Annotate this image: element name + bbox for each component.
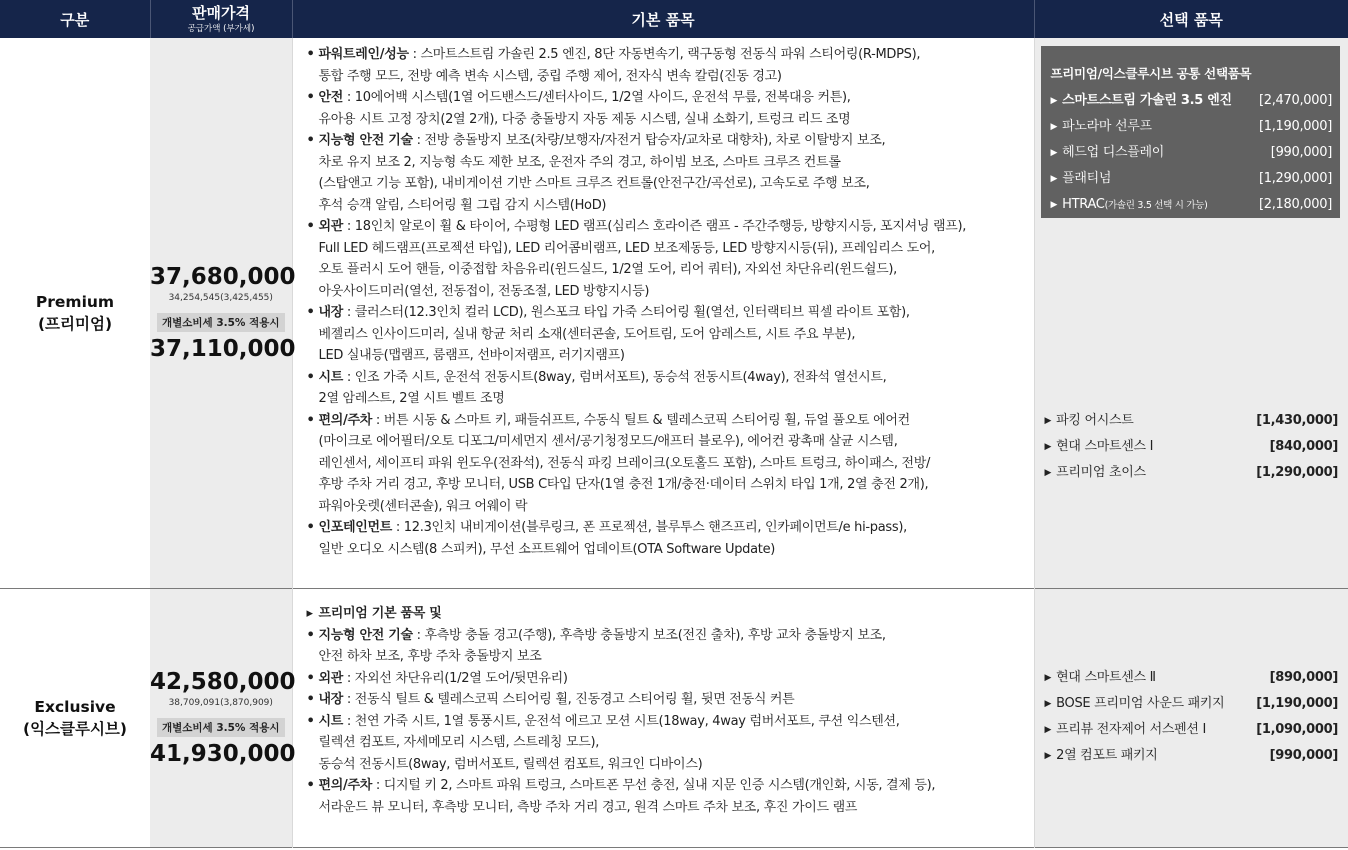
option-price: [990,000]: [1270, 145, 1332, 160]
price-tax-value: 37,110,000: [150, 335, 296, 362]
bullet-icon: •: [306, 520, 315, 535]
option-name-wrap: [1045, 691, 1225, 717]
feature-category: 시트: [318, 369, 344, 385]
option-item: [1051, 88, 1333, 114]
option-note: (가솔린 3.5 선택 시 가능): [1104, 200, 1208, 211]
option-item: [1051, 140, 1333, 166]
option-item: [1051, 166, 1333, 192]
feature-text-line: Full LED 헤드램프(프로젝션 타입), LED 리어콤비램프, LED 보조제동등, LED 방향지시등(뒤), 프레임리스 도어,: [318, 240, 935, 256]
feature-text-line: 파워아웃렛(센터콘솔), 워크 어웨이 락: [318, 498, 528, 514]
feature-item: [307, 711, 1026, 776]
option-item: [1051, 192, 1333, 219]
bullet-icon: •: [306, 670, 315, 686]
arrow-right-icon: ▶: [1050, 148, 1058, 158]
arrow-right-icon: ▸: [306, 606, 313, 621]
feature-item: [307, 775, 1026, 818]
feature-list: [293, 38, 1034, 560]
option-name-wrap: [1045, 434, 1154, 460]
option-name: 프리뷰 전자제어 서스펜션 Ⅰ: [1056, 722, 1206, 737]
trim-name-kr: (프리미엄): [37, 315, 113, 333]
option-price: [1,190,000]: [1256, 696, 1338, 711]
option-name-wrap: [1045, 460, 1146, 486]
feature-text-line: 레인센서, 세이프티 파워 윈도우(전좌석), 전동식 파킹 브레이크(오토홀드 포함), 스마트 트렁크, 하이패스, 전방/: [318, 455, 931, 471]
feature-text-line: (마이크로 에어필터/오토 디포그/미세먼지 센서/공기청정모드/애프터 블로우), 에어컨 광촉매 살균 시스템,: [318, 434, 898, 449]
feature-text-line: LED 실내등(맵램프, 룸램프, 선바이저램프, 러기지램프): [318, 348, 625, 363]
common-options-box: [1041, 46, 1341, 218]
price-cell: [150, 38, 296, 589]
option-item: [1045, 460, 1339, 486]
arrow-right-icon: ▶: [1044, 416, 1052, 426]
bullet-icon: •: [306, 133, 315, 148]
feature-item: [307, 410, 1026, 518]
bullet-icon: •: [306, 305, 315, 320]
option-item: [1045, 434, 1339, 460]
feature-category: 외관: [318, 670, 344, 686]
basic-features-cell: [292, 38, 1034, 589]
feature-item: [307, 216, 1026, 302]
options-cell: [1034, 38, 1348, 589]
options-list: [1035, 665, 1348, 769]
feature-item: [307, 517, 1026, 560]
feature-text-line: 동승석 전동시트(8way, 럼버서포트, 릴렉션 컴포트, 워크인 디바이스): [318, 756, 703, 772]
feature-category: 파워트레인/성능: [318, 47, 409, 62]
feature-category: 내장: [318, 692, 344, 707]
feature-text-line: 오토 플러시 도어 핸들, 이중접합 차음유리(윈드실드, 1/2열 도어, 리어 쿼터), 자외선 차단유리(윈드쉴드),: [318, 262, 897, 277]
feature-text: : 10에어백 시스템(1열 어드밴스드/센터사이드, 1/2열 사이드, 운전석 무릎, 전복대응 커튼),: [343, 90, 851, 105]
header-price-main: 판매가격: [192, 3, 250, 22]
table-row-premium: [0, 38, 1348, 589]
bullet-icon: •: [306, 369, 315, 385]
arrow-right-icon: ▶: [1044, 468, 1052, 478]
feature-text-line: 통합 주행 모드, 전방 예측 변속 시스템, 중립 주행 제어, 전자식 변속 칼럼(진동 경고): [318, 68, 782, 84]
tax-label: 개별소비세 3.5% 적용시: [157, 313, 285, 332]
feature-category: 지능형 안전 기술: [318, 133, 413, 148]
option-name-wrap: [1045, 743, 1158, 769]
feature-category: 외관: [318, 219, 344, 234]
option-price: [2,470,000]: [1258, 93, 1332, 108]
option-price: [840,000]: [1269, 439, 1338, 454]
option-name-wrap: [1051, 114, 1152, 140]
table-row-exclusive: [0, 589, 1348, 848]
feature-category: 편의/주차: [318, 412, 372, 428]
feature-text: : 자외선 차단유리(1/2열 도어/뒷면유리): [343, 670, 568, 686]
arrow-right-icon: ▶: [1044, 442, 1052, 452]
option-name-wrap: [1045, 408, 1134, 434]
feature-text: : 디지털 키 2, 스마트 파워 트렁크, 스마트폰 무선 충전, 실내 지문 인증 시스템(개인화, 시동, 결제 등),: [371, 778, 936, 793]
arrow-right-icon: ▶: [1050, 174, 1058, 184]
price-tax-value: 41,930,000: [150, 740, 296, 767]
price-value: 37,680,000: [150, 263, 296, 290]
bullet-icon: •: [306, 778, 315, 793]
common-options-title: 프리미엄/익스클루시브 공통 선택품목: [1050, 66, 1252, 81]
bullet-icon: •: [306, 692, 315, 707]
arrow-right-icon: ▶: [1050, 96, 1058, 106]
feature-text-line: 2열 암레스트, 2열 시트 벨트 조명: [318, 391, 505, 406]
feature-text-line: 일반 오디오 시스템(8 스피커), 무선 소프트웨어 업데이트(OTA Software Update): [318, 541, 776, 557]
option-item: [1045, 717, 1339, 743]
bullet-icon: •: [306, 90, 315, 105]
feature-text-line: 베젤리스 인사이드미러, 실내 항균 처리 소재(센터콘솔, 도어트림, 도어 암레스트, 시트 주요 부분),: [318, 326, 856, 342]
option-price: [1,430,000]: [1256, 413, 1338, 428]
trim-name-kr: (익스클루시브): [22, 720, 127, 738]
feature-text-line: 서라운드 뷰 모니터, 후측방 모니터, 측방 주차 거리 경고, 원격 스마트 주차 보조, 후진 가이드 램프: [318, 799, 858, 815]
header-trim: 구분: [0, 0, 150, 38]
feature-category: 편의/주차: [318, 778, 372, 793]
feature-item: [307, 689, 1026, 711]
feature-category: 안전: [318, 90, 344, 105]
feature-text-line: 후석 승객 알림, 스티어링 휠 그립 감지 시스템(HoD): [318, 197, 607, 213]
feature-text-line: 아웃사이드미러(열선, 전동접이, 전동조절, LED 방향지시등): [318, 283, 650, 299]
arrow-right-icon: ▶: [1044, 699, 1052, 709]
feature-text: : 후측방 충돌 경고(주행), 후측방 충돌방지 보조(전진 출차), 후방 교차 충돌방지 보조,: [412, 627, 886, 643]
option-name: 스마트스트림 가솔린 3.5 엔진: [1062, 93, 1232, 108]
feature-list: [293, 589, 1034, 625]
option-item: [1045, 743, 1339, 769]
feature-item: [307, 302, 1026, 367]
option-price: [2,180,000]: [1258, 197, 1332, 212]
option-item: [1045, 691, 1339, 717]
feature-category: 시트: [318, 713, 344, 729]
feature-list-2: [293, 625, 1034, 819]
feature-text-line: 릴렉션 컴포트, 자세메모리 시스템, 스트레칭 모드),: [318, 735, 600, 750]
bullet-icon: •: [306, 219, 315, 234]
arrow-right-icon: ▶: [1050, 200, 1058, 210]
price-supply: 34,254,545(3,425,455): [168, 292, 273, 303]
feature-text: : 12.3인치 내비게이션(블루링크, 폰 프로젝션, 블루투스 핸즈프리, 인카페이먼트/e hi-pass),: [392, 520, 907, 535]
price-value: 42,580,000: [150, 668, 296, 695]
option-price: [1,290,000]: [1258, 171, 1332, 186]
price-cell: [150, 589, 296, 848]
feature-category: 지능형 안전 기술: [318, 627, 413, 643]
option-item: [1045, 665, 1339, 691]
header-price-sub: 공급가액 (부가세): [187, 23, 255, 34]
feature-text: : 전동식 틸트 & 텔레스코픽 스티어링 휠, 진동경고 스티어링 휠, 뒷면 전동식 커튼: [343, 692, 795, 707]
common-options-list: [1051, 88, 1333, 219]
feature-text: : 클러스터(12.3인치 컬러 LCD), 원스포크 타입 가죽 스티어링 휠(열선, 인터랙티브 픽셀 라이트 포함),: [343, 305, 910, 320]
bullet-icon: •: [306, 47, 315, 62]
feature-item: [307, 87, 1026, 130]
arrow-right-icon: ▶: [1044, 725, 1052, 735]
feature-text: : 버튼 시동 & 스마트 키, 패들쉬프트, 수동식 틸트 & 텔레스코픽 스티어링 휠, 듀얼 풀오토 에어컨: [371, 412, 910, 428]
option-name: 현대 스마트센스 Ⅱ: [1056, 670, 1156, 685]
option-item: [1045, 408, 1339, 434]
feature-text-line: 안전 하차 보조, 후방 주차 충돌방지 보조: [318, 649, 542, 664]
option-price: [1,290,000]: [1256, 465, 1338, 480]
trim-name-en: Premium: [35, 293, 115, 311]
arrow-right-icon: ▶: [1044, 751, 1052, 761]
feature-text-line: (스탑앤고 기능 포함), 내비게이션 기반 스마트 크루즈 컨트롤(안전구간/곡선로), 고속도로 주행 보조,: [318, 176, 870, 191]
feature-pre: [307, 603, 1026, 625]
option-price: [1,190,000]: [1258, 119, 1332, 134]
option-name-wrap: [1051, 192, 1208, 219]
feature-text: : 천연 가죽 시트, 1열 통풍시트, 운전석 에르고 모션 시트(18way, 4way 럼버서포트, 쿠션 익스텐션,: [343, 713, 900, 729]
option-name: HTRAC: [1062, 197, 1105, 212]
feature-text-line: 유아용 시트 고정 장치(2열 2개), 다중 충돌방지 자동 제동 시스템, 실내 소화기, 트렁크 리드 조명: [318, 111, 851, 127]
option-name-wrap: [1051, 88, 1232, 114]
option-name: BOSE 프리미엄 사운드 패키지: [1056, 696, 1225, 711]
feature-pre-text: 프리미엄 기본 품목 및: [318, 606, 442, 621]
option-name: 헤드업 디스플레이: [1062, 145, 1165, 160]
feature-item: [307, 130, 1026, 216]
feature-category: 내장: [318, 305, 344, 320]
option-name: 파노라마 선루프: [1062, 119, 1152, 134]
feature-text-line: 후방 주차 거리 경고, 후방 모니터, USB C타입 단자(1열 충전 1개/충전·데이터 스위치 타입 1개, 2열 충전 2개),: [318, 477, 929, 492]
option-name-wrap: [1045, 665, 1156, 691]
option-name-wrap: [1045, 717, 1207, 743]
price-supply: 38,709,091(3,870,909): [168, 697, 273, 708]
basic-features-cell: [292, 589, 1034, 848]
feature-text-line: 차로 유지 보조 2, 지능형 속도 제한 보조, 운전자 주의 경고, 하이빔 보조, 스마트 크루즈 컨트롤: [318, 154, 841, 170]
options-list: [1035, 408, 1348, 486]
option-name: 2열 컴포트 패키지: [1056, 748, 1158, 763]
feature-text: : 전방 충돌방지 보조(차량/보행자/자전거 탑승자/교차로 대향차), 차로 이탈방지 보조,: [412, 133, 886, 148]
arrow-right-icon: ▶: [1044, 673, 1052, 683]
option-price: [1,090,000]: [1256, 722, 1338, 737]
options-cell: [1034, 589, 1348, 848]
feature-text: : 인조 가죽 시트, 운전석 전동시트(8way, 럼버서포트), 동승석 전동시트(4way), 전좌석 열선시트,: [343, 369, 887, 385]
option-name: 플래티넘: [1062, 171, 1112, 186]
feature-item: [307, 668, 1026, 690]
option-name: 파킹 어시스트: [1056, 413, 1134, 428]
trim-name-en: Exclusive: [34, 698, 116, 716]
feature-item: [307, 625, 1026, 668]
option-price: [990,000]: [1269, 748, 1338, 763]
feature-text: : 18인치 알로이 휠 & 타이어, 수평형 LED 램프(심리스 호라이즌 램프 - 주간주행등, 방향지시등, 포지셔닝 램프),: [343, 219, 967, 234]
feature-text: : 스마트스트림 가솔린 2.5 엔진, 8단 자동변속기, 랙구동형 전동식 파워 스티어링(R-MDPS),: [408, 47, 921, 62]
bullet-icon: •: [306, 412, 315, 428]
header-options: 선택 품목: [1034, 0, 1348, 38]
option-name: 프리미엄 초이스: [1056, 465, 1146, 480]
bullet-icon: •: [306, 713, 315, 729]
bullet-icon: •: [306, 627, 315, 643]
option-name: 현대 스마트센스 Ⅰ: [1056, 439, 1154, 454]
trim-cell: [0, 38, 150, 589]
arrow-right-icon: ▶: [1050, 122, 1058, 132]
feature-item: [307, 44, 1026, 87]
table-header: [0, 0, 1348, 38]
header-price: [150, 0, 292, 38]
feature-category: 인포테인먼트: [318, 520, 393, 535]
option-name-wrap: [1051, 140, 1165, 166]
option-name-wrap: [1051, 166, 1112, 192]
trim-cell: [0, 589, 150, 848]
option-price: [890,000]: [1269, 670, 1338, 685]
feature-item: [307, 367, 1026, 410]
tax-label: 개별소비세 3.5% 적용시: [157, 718, 285, 737]
option-item: [1051, 114, 1333, 140]
header-basic: 기본 품목: [292, 0, 1034, 38]
